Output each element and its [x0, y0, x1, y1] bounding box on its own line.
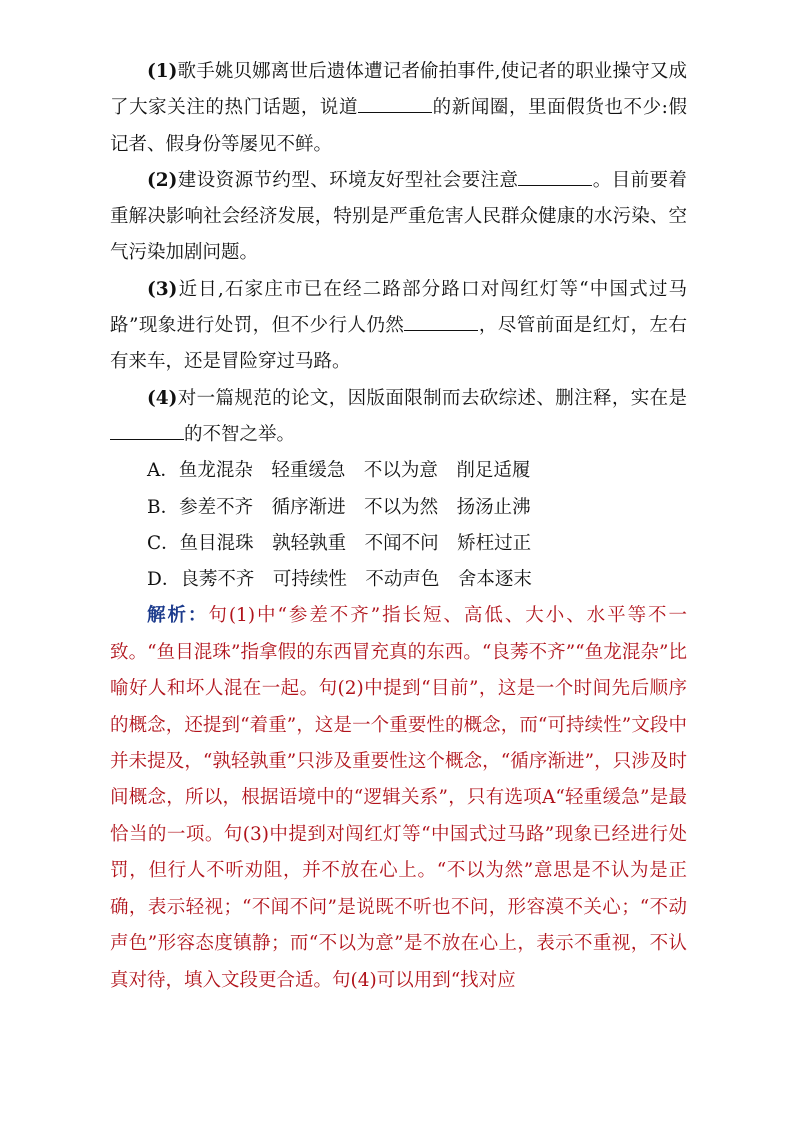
option-text: 参差不齐 循序渐进 不以为然 扬汤止沸 [179, 496, 531, 518]
question-number: (3) [147, 278, 178, 300]
option-b [110, 490, 687, 526]
question-number: (2) [147, 169, 178, 191]
option-a [110, 453, 687, 489]
answer-blank [404, 314, 478, 331]
option-letter: B． [147, 496, 180, 518]
question-text-before: 近日,石家庄市已在经二路部分路口对闯红灯等“中国式过马路”现象进行处罚，但不少行人仍然 [110, 278, 687, 337]
analysis-text: 句(1)中“参差不齐”指长短、高低、大小、水平等不一致。“鱼目混珠”指拿假的东西冒充真的东西。“良莠不齐”“鱼龙混杂”比喻好人和坏人混在一起。句(2)中提到“目前”，这是一个时间先后顺序的概念，还提到“着重”，这是一个重要性的概念，而“可持续性”文段中并未提及，“孰轻孰重”只涉及重要性这个概念，“循序渐进”，只涉及时间概念，所以，根据语境中的“逻辑关系”，只有选项A“轻重缓急”是最恰当的一项。句(3)中提到对闯红灯等“中国式过马路”现象已经进行处罚，但行人不听劝阻，并不放在心上。“不以为然”意思是不认为是正确，表示轻视；“不闻不问”是说既不听也不问，形容漠不关心；“不动声色”形容态度镇静；而“不以为意”是不放在心上，表示不重视，不认真对待，填入文段更合适。句(4)可以用到“找对应 [110, 605, 687, 991]
question-text-after: ，尽管前面是红灯，左右有来车，还是冒险穿过马路。 [110, 315, 687, 373]
answer-blank [110, 423, 184, 440]
option-text: 鱼目混珠 孰轻孰重 不闻不问 矫枉过正 [179, 532, 532, 554]
question-3 [110, 272, 687, 381]
question-2 [110, 163, 687, 272]
option-letter: D． [147, 569, 181, 591]
question-1 [110, 54, 687, 163]
question-4 [110, 381, 687, 454]
document-page [110, 54, 687, 999]
answer-blank [518, 169, 592, 186]
option-text: 良莠不齐 可持续性 不动声色 舍本逐末 [180, 569, 532, 591]
option-text: 鱼龙混杂 轻重缓急 不以为意 削足适履 [178, 460, 531, 482]
question-text-before: 建设资源节约型、环境友好型社会要注意 [177, 169, 519, 191]
option-d [110, 562, 687, 598]
question-text-after: 的不智之举。 [184, 423, 296, 445]
option-letter: C． [147, 532, 180, 554]
analysis-paragraph [110, 598, 687, 998]
question-number: (4) [147, 387, 178, 409]
analysis-label: 解析： [147, 605, 209, 627]
question-text-after: 。目前要着重解决影响社会经济发展，特别是严重危害人民群众健康的水污染、空气污染加剧问题。 [110, 169, 687, 264]
option-c [110, 526, 687, 562]
question-text-before: 对一篇规范的论文，因版面限制而去砍综述、删注释，实在是 [177, 387, 687, 409]
question-number: (1) [147, 61, 178, 82]
question-text-after: 的新闻圈，里面假货也不少:假记者、假身份等屡见不鲜。 [110, 97, 687, 155]
option-letter: A． [147, 460, 179, 482]
question-text-before: 歌手姚贝娜离世后遗体遭记者偷拍事件,使记者的职业操守又成了大家关注的热门话题，说道 [110, 61, 687, 119]
answer-blank [358, 96, 432, 113]
